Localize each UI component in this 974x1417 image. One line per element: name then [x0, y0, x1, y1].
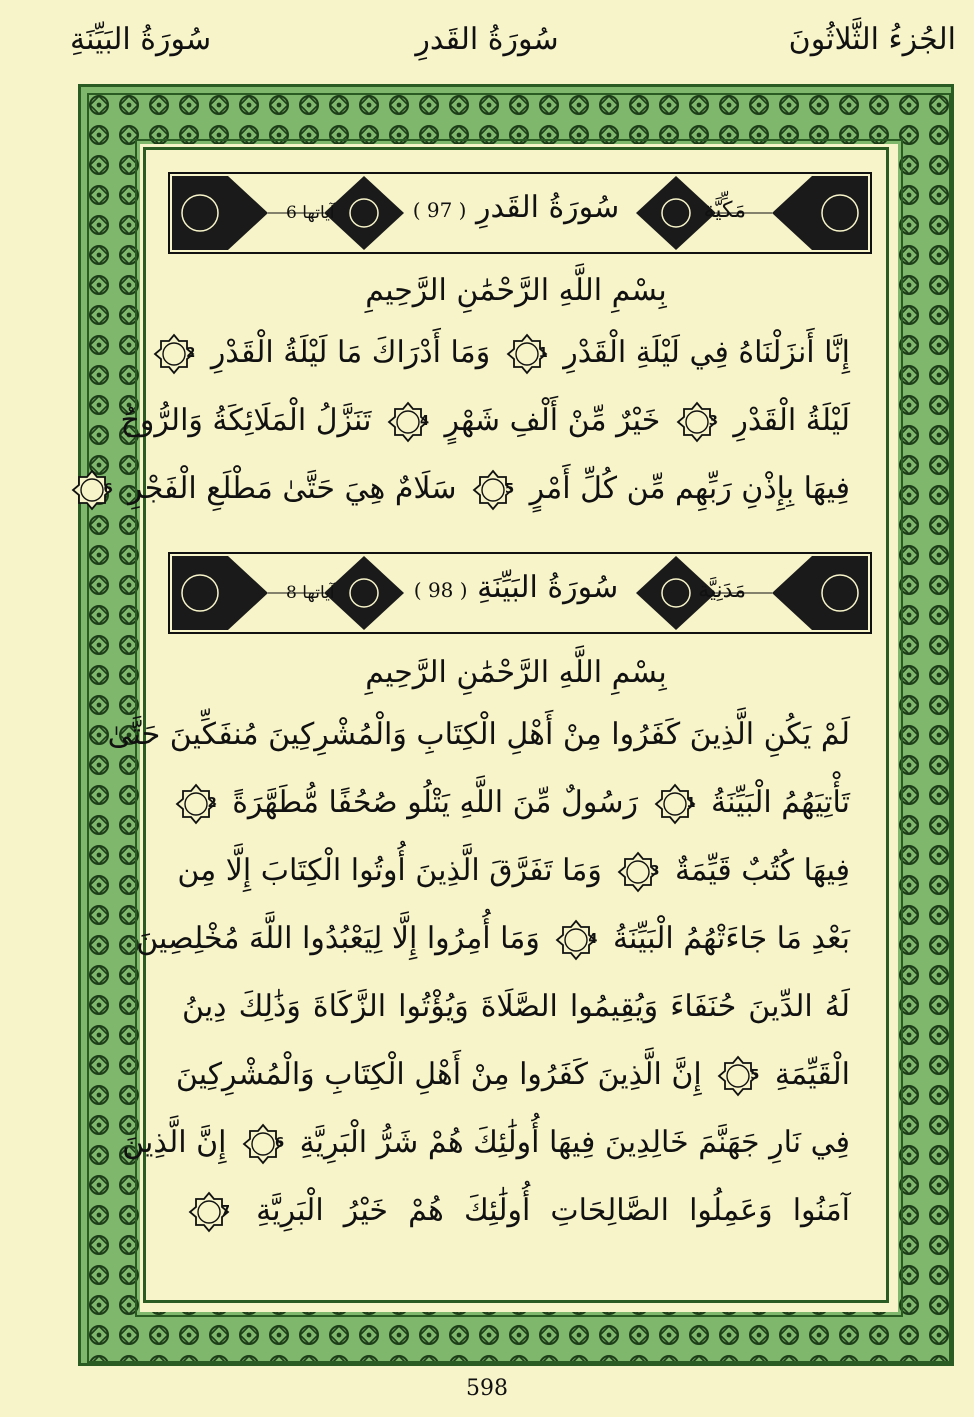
- verse-text: وَمَا تَفَرَّقَ الَّذِينَ أُوتُوا الْكِتَابَ إِلَّا مِن: [177, 853, 602, 888]
- verse-text: إِنَّ الَّذِينَ: [122, 1125, 227, 1160]
- current-surah-label: سُورَةُ القَدرِ: [415, 22, 559, 57]
- surah-number: ( 97 ): [412, 198, 467, 222]
- page-number: 598: [466, 1376, 508, 1401]
- verse-line: [182, 324, 850, 382]
- verse-text: لَمْ يَكُنِ الَّذِينَ كَفَرُوا مِنْ أَهْلِ الْكِتَابِ وَالْمُشْرِكِينَ مُنفَكِّينَ حَتَّىٰ: [107, 717, 850, 752]
- verse-number: 3: [708, 414, 718, 429]
- page-header: [0, 8, 974, 78]
- verse-number: 4: [588, 932, 598, 947]
- surah-name: سُورَةُ القَدرِ: [476, 190, 620, 225]
- verse-text: لَيْلَةُ الْقَدْرِ: [733, 403, 850, 438]
- verse-number-marker: [506, 333, 548, 375]
- verse-line: [182, 774, 850, 832]
- verse-line: [120, 392, 850, 450]
- verse-line: [175, 1046, 850, 1104]
- verse-count: آياتها 6: [286, 203, 335, 223]
- verse-number: 5: [504, 482, 515, 497]
- verse-text: رَسُولٌ مِّنَ اللَّهِ يَتْلُو صُحُفًا مُّطَهَّرَةً: [232, 785, 638, 820]
- text-area: [103, 147, 889, 1303]
- verse-text: بَعْدِ مَا جَاءَتْهُمُ الْبَيِّنَةُ: [612, 921, 850, 956]
- surah-number: ( 98 ): [413, 578, 468, 602]
- verse-number-marker: [654, 783, 696, 825]
- verse-number-marker: [387, 401, 429, 443]
- surah-name: سُورَةُ البَيِّنَةِ: [477, 570, 619, 605]
- verse-text: سَلَامٌ هِيَ حَتَّىٰ مَطْلَعِ الْفَجْرِ: [128, 471, 457, 506]
- verse-line: [182, 1182, 850, 1240]
- verse-number-marker: [71, 469, 113, 511]
- verse-number: 7: [220, 1204, 230, 1219]
- verse-text: فِيهَا بِإِذْنِ رَبِّهِم مِّن كُلِّ أَمْرٍ: [529, 471, 850, 506]
- verse-line: [182, 978, 850, 1036]
- verse-text: تَنَزَّلُ الْمَلَائِكَةُ وَالرُّوحُ: [120, 403, 372, 438]
- verse-line: [103, 460, 850, 518]
- verse-text: وَمَا أَدْرَاكَ مَا لَيْلَةُ الْقَدْرِ: [210, 335, 491, 370]
- basmala: بِسْمِ اللَّهِ الرَّحْمَٰنِ الرَّحِيمِ: [365, 655, 667, 690]
- verse-number: 5: [750, 1068, 760, 1083]
- surah-origin: مَدَنِيَّة: [698, 578, 746, 603]
- verse-number: 1: [686, 796, 696, 811]
- next-surah-label: سُورَةُ البَيِّنَةِ: [70, 22, 212, 57]
- verse-text: لَهُ الدِّينَ حُنَفَاءَ وَيُقِيمُوا الصَّلَاةَ وَيُؤْتُوا الزَّكَاةَ وَذَٰلِكَ دِينُ: [182, 989, 850, 1024]
- verse-line: [136, 910, 850, 968]
- verse-line: [107, 706, 850, 764]
- verse-number-marker: [153, 333, 195, 375]
- verse-line: [177, 842, 850, 900]
- verse-number-marker: [676, 401, 718, 443]
- verse-number-marker: [717, 1055, 759, 1097]
- verse-number-marker: [188, 1191, 230, 1233]
- verse-number: 1: [538, 346, 548, 361]
- verse-number: 2: [207, 796, 217, 811]
- surah-origin: مَكِّيَّة: [703, 198, 746, 223]
- verse-text: إِنَّا أَنزَلْنَاهُ فِي لَيْلَةِ الْقَدْرِ: [563, 335, 850, 370]
- surah-header-qadr: [168, 172, 864, 254]
- verse-number-marker: [555, 919, 597, 961]
- verse-number: 4: [419, 414, 429, 429]
- surah-title: [413, 190, 620, 225]
- verse-number-marker: [175, 783, 217, 825]
- verse-text: إِنَّ الَّذِينَ كَفَرُوا مِنْ أَهْلِ الْكِتَابِ وَالْمُشْرِكِينَ: [175, 1057, 702, 1092]
- surah-header-bayyina: [168, 552, 864, 634]
- verse-number-marker: [617, 851, 659, 893]
- verse-number: 6: [274, 1136, 285, 1151]
- verse-number-marker: [472, 469, 514, 511]
- verse-text: فِي نَارِ جَهَنَّمَ خَالِدِينَ فِيهَا أُولَٰئِكَ هُمْ شَرُّ الْبَرِيَّةِ: [299, 1125, 850, 1160]
- surah-title: [414, 570, 618, 605]
- verse-line: [122, 1114, 850, 1172]
- ornamental-frame: [78, 84, 954, 1366]
- verse-text: فِيهَا كُتُبٌ قَيِّمَةٌ: [674, 853, 850, 888]
- verse-text: وَمَا أُمِرُوا إِلَّا لِيَعْبُدُوا اللَّهَ مُخْلِصِينَ: [136, 921, 540, 956]
- verse-number-marker: [242, 1123, 284, 1165]
- verse-text: آمَنُوا وَعَمِلُوا الصَّالِحَاتِ أُولَٰئِكَ هُمْ خَيْرُ الْبَرِيَّةِ: [256, 1193, 850, 1228]
- verse-number: 6: [103, 482, 113, 497]
- juz-label: الجُزءُ الثَّلاثُونَ: [788, 22, 956, 57]
- verse-number: 2: [186, 346, 196, 361]
- basmala: بِسْمِ اللَّهِ الرَّحْمَٰنِ الرَّحِيمِ: [365, 273, 667, 308]
- verse-count: آياتها 8: [286, 583, 335, 603]
- verse-text: تَأْتِيَهُمُ الْبَيِّنَةُ: [711, 785, 850, 820]
- verse-text: الْقَيِّمَةِ: [774, 1057, 850, 1092]
- verse-text: خَيْرٌ مِّنْ أَلْفِ شَهْرٍ: [444, 403, 661, 438]
- verse-number: 3: [650, 864, 660, 879]
